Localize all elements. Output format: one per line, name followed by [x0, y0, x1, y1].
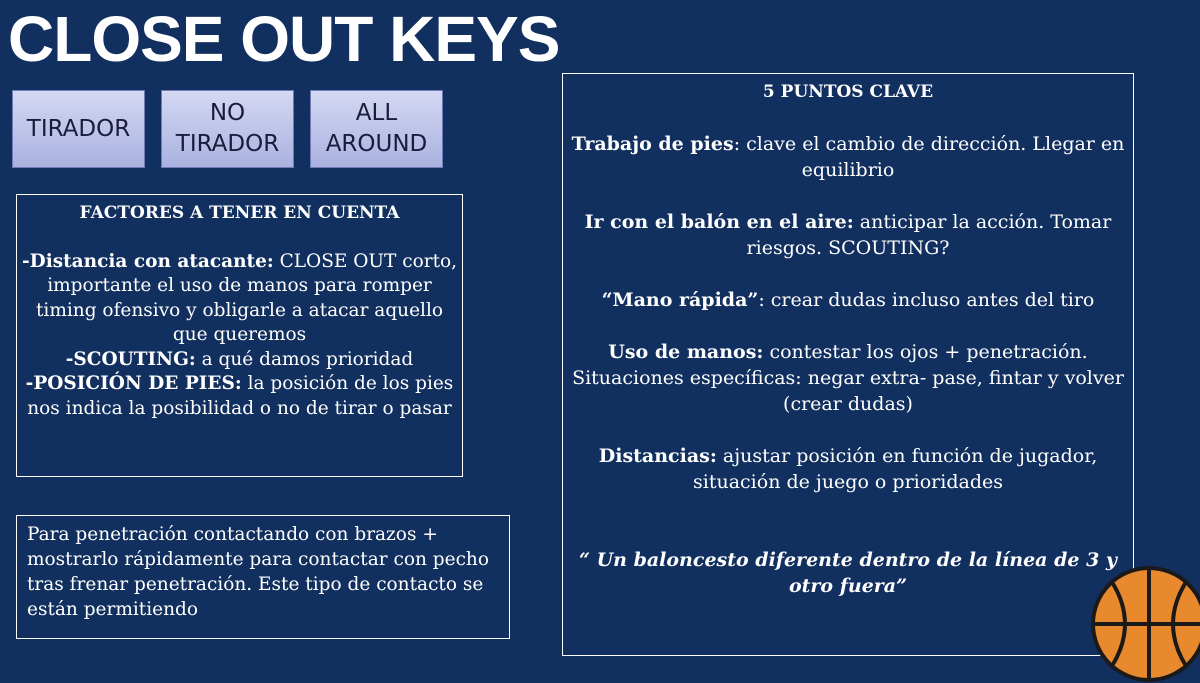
punto-uso-manos: [563, 339, 1133, 417]
factor-posicion: [17, 372, 462, 421]
note-box: [16, 515, 510, 639]
punto-label: Distancias:: [598, 445, 717, 467]
punto-text: : crear dudas incluso antes del tiro: [758, 289, 1095, 311]
punto-text: contestar los ojos + penetración. Situaciones específicas: negar extra- pase, fintar y volver (crear dudas): [572, 341, 1124, 415]
factores-heading: FACTORES A TENER EN CUENTA: [79, 203, 400, 223]
puntos-clave-box: [562, 73, 1134, 656]
tab-label: NO TIRADOR: [175, 100, 280, 157]
punto-label: Ir con el balón en el aire:: [584, 211, 854, 233]
punto-text: : clave el cambio de dirección. Llegar en equilibrio: [733, 133, 1125, 181]
punto-label: “Mano rápida”: [601, 289, 759, 311]
tab-tirador[interactable]: [12, 90, 145, 168]
quote-text: “ Un baloncesto diferente dentro de la línea de 3 y otro fuera”: [579, 549, 1117, 597]
factores-box: [16, 194, 463, 477]
note-text: Para penetración contactando con brazos + mostrarlo rápidamente para contactar con pecho tras frenar penetración. Este tipo de contacto se están permitiendo: [27, 524, 489, 620]
punto-label: Trabajo de pies: [571, 133, 734, 155]
factor-label: -SCOUTING:: [65, 348, 196, 370]
punto-label: Uso de manos:: [608, 341, 764, 363]
punto-mano-rapida: [563, 287, 1133, 313]
puntos-heading: 5 PUNTOS CLAVE: [762, 82, 934, 102]
basketball-icon: [1090, 565, 1200, 683]
punto-distancias: [563, 443, 1133, 495]
punto-balon-aire: [563, 209, 1133, 261]
factor-text: la posición de los pies nos indica la posibilidad o no de tirar o pasar: [27, 373, 454, 419]
factor-label: -POSICIÓN DE PIES:: [25, 373, 242, 394]
factor-scouting: [17, 348, 462, 373]
tab-label: TIRADOR: [26, 115, 131, 142]
factor-text: CLOSE OUT corto, importante el uso de manos para romper timing ofensivo y obligarle a atacar aquello que queremos: [35, 250, 458, 345]
factor-label: -Distancia con atacante:: [21, 250, 274, 272]
factor-distancia: [17, 250, 462, 348]
slide-title: CLOSE OUT KEYS: [8, 3, 560, 75]
punto-trabajo-pies: [563, 131, 1133, 183]
punto-text: anticipar la acción. Tomar riesgos. SCOUTING?: [746, 211, 1112, 259]
tab-all-around[interactable]: [310, 90, 443, 168]
punto-text: ajustar posición en función de jugador, situación de juego o prioridades: [693, 445, 1098, 493]
factor-text: a qué damos prioridad: [195, 348, 414, 370]
tab-no-tirador[interactable]: [161, 90, 294, 168]
tab-label: ALL AROUND: [325, 100, 428, 157]
